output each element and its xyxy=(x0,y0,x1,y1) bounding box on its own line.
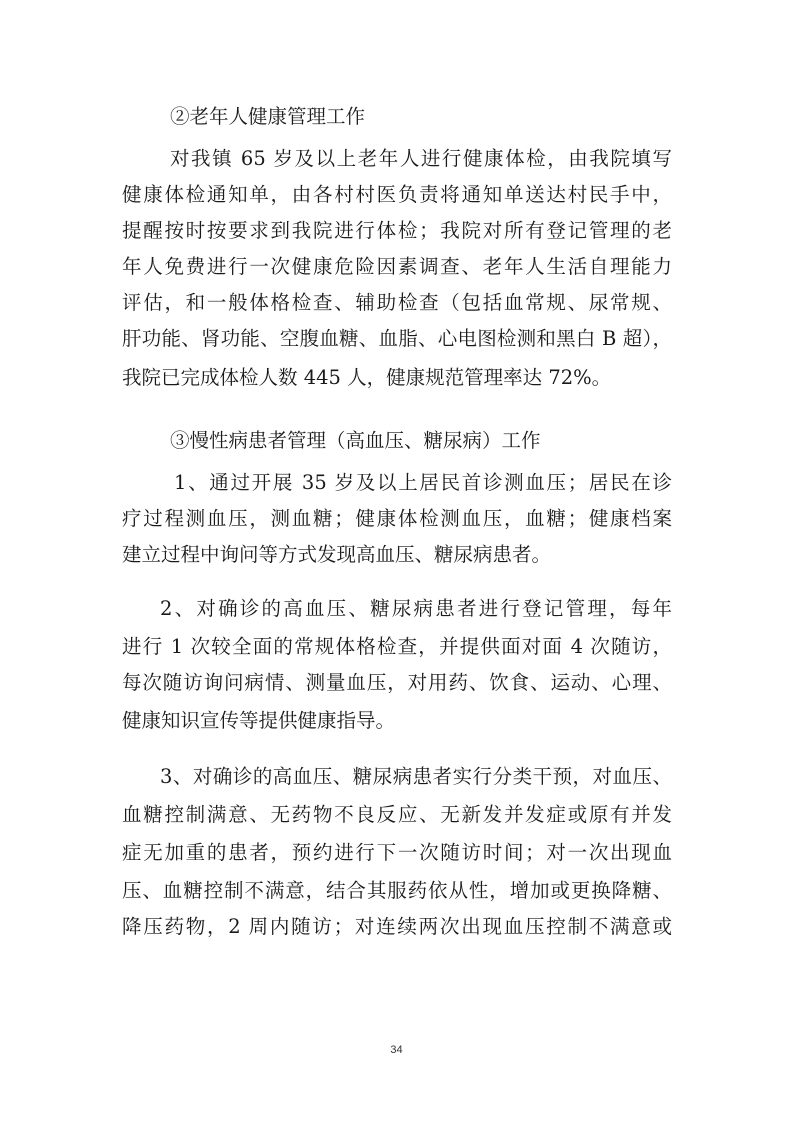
paragraph-line: 评估，和一般体格检查、辅助检查（包括血常规、尿常规、 xyxy=(122,291,672,314)
paragraph-line: 对我镇 65 岁及以上老年人进行健康体检，由我院填写 xyxy=(170,147,672,170)
paragraph-line: 1、通过开展 35 岁及以上居民首诊测血压；居民在诊 xyxy=(174,471,672,494)
paragraph-line: 2、对确诊的高血压、糖尿病患者进行登记管理，每年 xyxy=(160,597,672,620)
paragraph-line: 健康知识宣传等提供健康指导。 xyxy=(122,709,396,732)
paragraph-line: 建立过程中询问等方式发现高血压、糖尿病患者。 xyxy=(122,543,552,566)
section-heading-chronic: ③慢性病患者管理（高血压、糖尿病）工作 xyxy=(170,429,541,452)
paragraph-line: 症无加重的患者，预约进行下一次随访时间；对一次出现血 xyxy=(122,841,672,864)
paragraph-line: 年人免费进行一次健康危险因素调查、老年人生活自理能力 xyxy=(122,255,672,278)
paragraph-line: 提醒按时按要求到我院进行体检；我院对所有登记管理的老 xyxy=(122,219,672,242)
page-number: 34 xyxy=(390,1044,403,1056)
paragraph-line: 每次随访询问病情、测量血压，对用药、饮食、运动、心理、 xyxy=(122,671,672,694)
paragraph-line: 疗过程测血压，测血糖；健康体检测血压，血糖；健康档案 xyxy=(122,507,672,530)
paragraph-line: 进行 1 次较全面的常规体格检查，并提供面对面 4 次随访， xyxy=(122,635,672,658)
paragraph-line: 压、血糖控制不满意，结合其服药依从性，增加或更换降糖、 xyxy=(122,879,672,902)
paragraph-line: 血糖控制满意、无药物不良反应、无新发并发症或原有并发 xyxy=(122,803,672,826)
paragraph-line: 我院已完成体检人数 445 人，健康规范管理率达 72%。 xyxy=(122,366,612,389)
paragraph-line: 降压药物，2 周内随访；对连续两次出现血压控制不满意或 xyxy=(122,915,672,938)
paragraph-line: 肝功能、肾功能、空腹血糖、血脂、心电图检测和黑白 B 超）， xyxy=(122,327,672,350)
paragraph-line: 3、对确诊的高血压、糖尿病患者实行分类干预，对血压、 xyxy=(160,765,672,788)
section-heading-elderly: ②老年人健康管理工作 xyxy=(170,105,366,128)
paragraph-line: 健康体检通知单，由各村村医负责将通知单送达村民手中， xyxy=(122,183,672,206)
